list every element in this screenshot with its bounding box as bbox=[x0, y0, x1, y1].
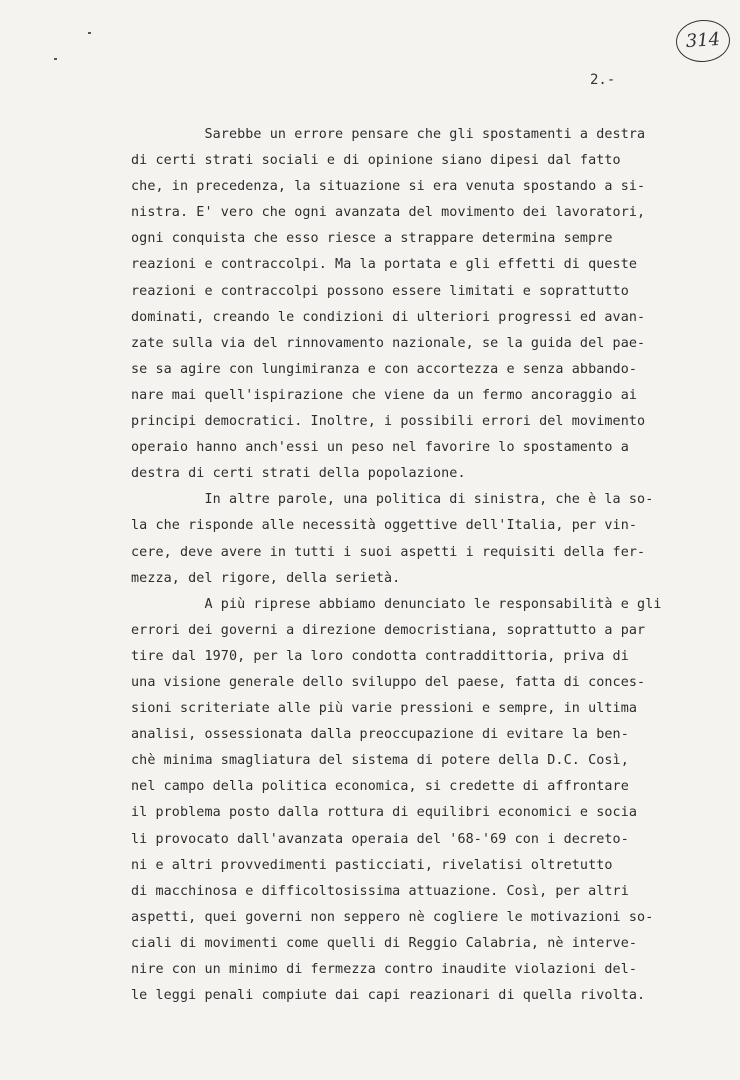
text-line: ciali di movimenti come quelli di Reggio Calabria, nè interve- bbox=[131, 935, 638, 951]
text-line: In altre parole, una politica di sinistra, che è la so- bbox=[131, 492, 654, 508]
text-line: zate sulla via del rinnovamento nazionale, se la guida del pae- bbox=[131, 335, 646, 351]
text-line: nel campo della politica economica, si credette di affrontare bbox=[131, 779, 629, 795]
text-line: di macchinosa e difficoltosissima attuazione. Così, per altri bbox=[131, 883, 629, 899]
text-line: cere, deve avere in tutti i suoi aspetti i requisiti della fer- bbox=[131, 544, 646, 560]
archive-stamp: 314 bbox=[675, 18, 732, 64]
text-line: Sarebbe un errore pensare che gli spostamenti a destra bbox=[131, 127, 646, 142]
text-line: tire dal 1970, per la loro condotta contraddittoria, priva di bbox=[131, 648, 629, 664]
text-line: nire con un minimo di fermezza contro inaudite violazioni del- bbox=[131, 962, 638, 977]
page-number: 2.- bbox=[590, 72, 616, 88]
text-line: che, in precedenza, la situazione si era venuta spostando a si- bbox=[131, 179, 646, 195]
text-line: nare mai quell'ispirazione che viene da un fermo ancoraggio ai bbox=[131, 387, 638, 403]
text-line: il problema posto dalla rottura di equilibri economici e socia bbox=[131, 805, 638, 821]
text-line: di certi strati sociali e di opinione siano dipesi dal fatto bbox=[131, 153, 621, 169]
text-line: una visione generale dello sviluppo del paese, fatta di conces- bbox=[131, 674, 646, 690]
text-line: dominati, creando le condizioni di ulteriori progressi ed avan- bbox=[131, 309, 646, 325]
text-line: A più riprese abbiamo denunciato le responsabilità e gli bbox=[131, 596, 662, 612]
text-line: destra di certi strati della popolazione. bbox=[131, 466, 466, 482]
text-line: reazioni e contraccolpi possono essere limitati e soprattutto bbox=[131, 283, 629, 299]
text-line: mezza, del rigore, della serietà. bbox=[131, 570, 401, 586]
text-line: reazioni e contraccolpi. Ma la portata e gli effetti di queste bbox=[131, 257, 638, 273]
text-line: nistra. E' vero che ogni avanzata del movimento dei lavoratori, bbox=[131, 205, 646, 221]
text-line: le leggi penali compiute dai capi reazionari di quella rivolta. bbox=[131, 988, 646, 1004]
text-line: aspetti, quei governi non seppero nè cogliere le motivazioni so- bbox=[131, 909, 654, 925]
text-line: li provocato dall'avanzata operaia del '68-'69 con i decreto- bbox=[131, 831, 629, 847]
margin-mark bbox=[88, 32, 91, 34]
text-line: analisi, ossessionata dalla preoccupazione di evitare la ben- bbox=[131, 727, 629, 743]
body-text bbox=[131, 122, 731, 1009]
margin-mark bbox=[54, 58, 57, 60]
text-line: se sa agire con lungimiranza e con accortezza e senza abbando- bbox=[131, 361, 638, 377]
text-line: chè minima smagliatura del sistema di potere della D.C. Così, bbox=[131, 753, 629, 769]
text-line: errori dei governi a direzione democristiana, soprattutto a par bbox=[131, 622, 646, 638]
text-line: ogni conquista che esso riesce a strappare determina sempre bbox=[131, 231, 613, 247]
text-line: la che risponde alle necessità oggettive dell'Italia, per vin- bbox=[131, 518, 638, 534]
text-line: sioni scriteriate alle più varie pressioni e sempre, in ultima bbox=[131, 701, 638, 717]
text-line: operaio hanno anch'essi un peso nel favorire lo spostamento a bbox=[131, 440, 629, 456]
text-line: ni e altri provvedimenti pasticciati, rivelatisi oltretutto bbox=[131, 857, 613, 873]
text-line: principi democratici. Inoltre, i possibili errori del movimento bbox=[131, 414, 646, 430]
